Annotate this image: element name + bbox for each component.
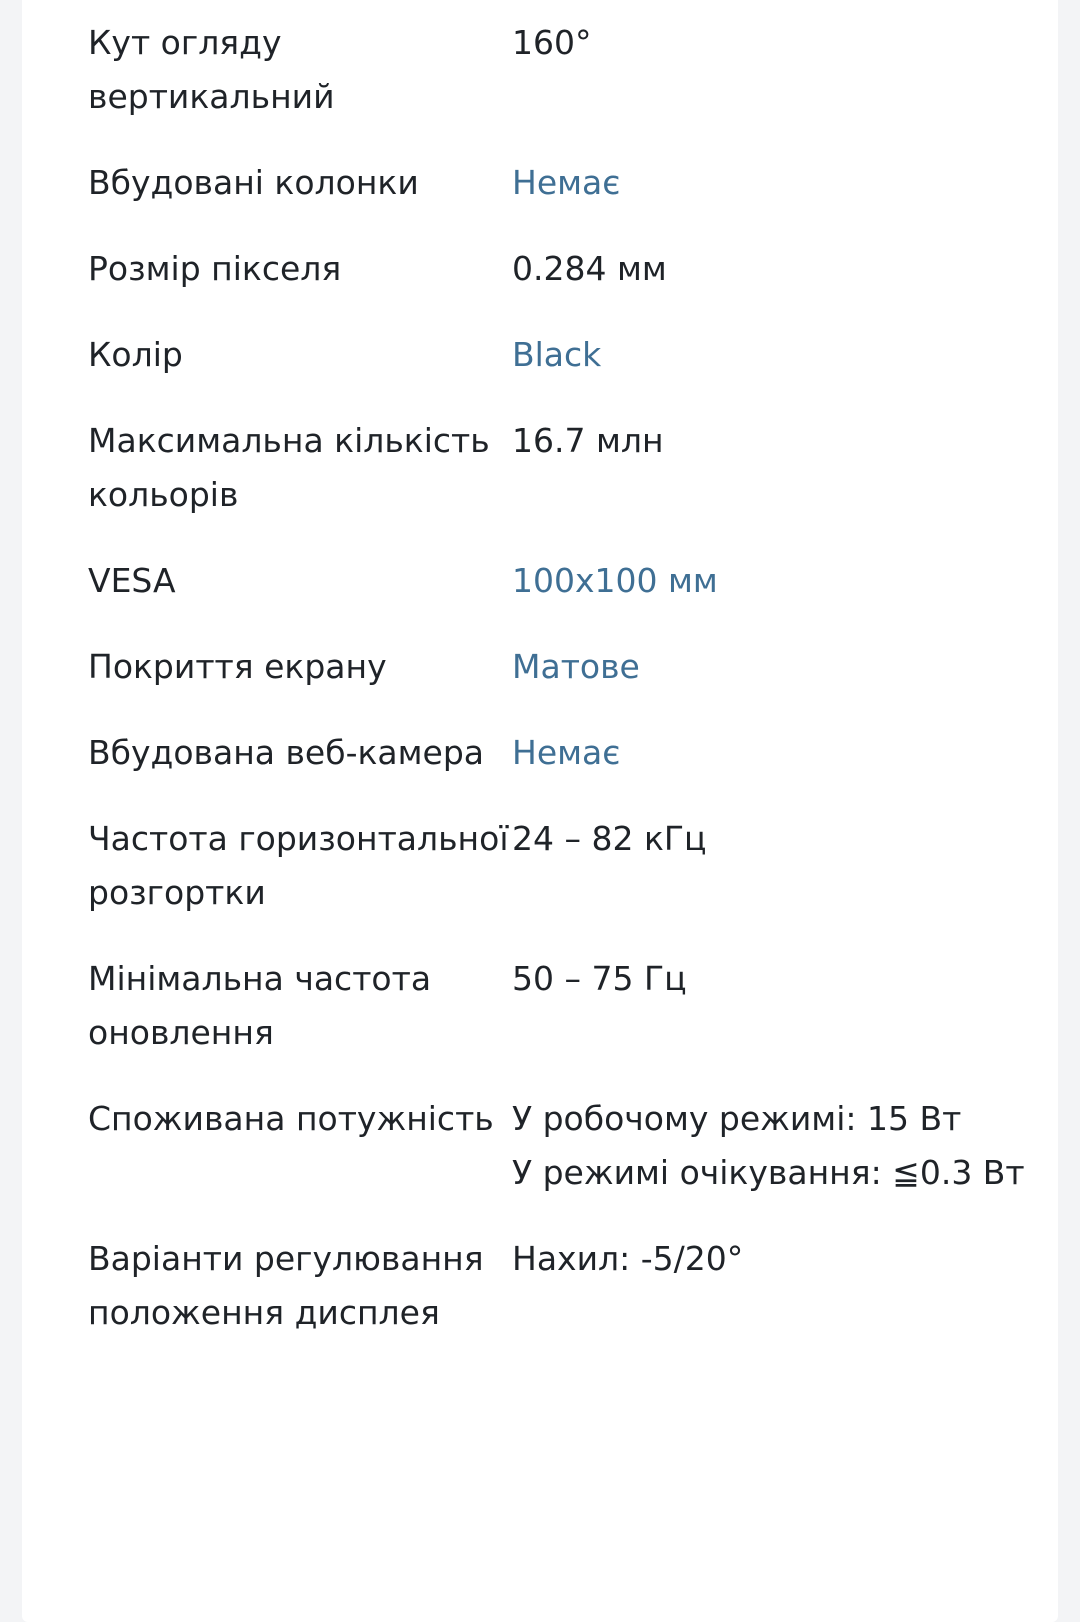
spec-value-link[interactable]: Матове bbox=[512, 647, 640, 686]
spec-row-power-consumption bbox=[88, 1092, 1048, 1200]
spec-row-display-adjustment bbox=[88, 1232, 1048, 1340]
spec-row-webcam bbox=[88, 726, 1048, 780]
spec-value-link[interactable]: Немає bbox=[512, 733, 621, 772]
spec-label: Вбудована веб-камера bbox=[88, 733, 485, 772]
spec-row-screen-coating bbox=[88, 640, 1048, 694]
spec-label: Розмір пікселя bbox=[88, 249, 342, 288]
spec-label: Частота горизонтальної розгортки bbox=[88, 819, 509, 912]
spec-label: VESA bbox=[88, 561, 176, 600]
spec-label: Максимальна кількість кольорів bbox=[88, 421, 490, 514]
spec-row-horizontal-frequency bbox=[88, 812, 1048, 920]
spec-row-vesa bbox=[88, 554, 1048, 608]
spec-value bbox=[512, 1092, 1048, 1200]
spec-value-line: У робочому режимі: 15 Вт bbox=[512, 1099, 962, 1138]
spec-value-link[interactable]: 100x100 мм bbox=[512, 561, 718, 600]
spec-value-link[interactable]: Немає bbox=[512, 163, 621, 202]
spec-value: 50 – 75 Гц bbox=[512, 959, 687, 998]
spec-row-refresh-rate bbox=[88, 952, 1048, 1060]
spec-label: Вбудовані колонки bbox=[88, 163, 419, 202]
spec-row-color bbox=[88, 328, 1048, 382]
spec-label: Колір bbox=[88, 335, 183, 374]
spec-row-max-colors bbox=[88, 414, 1048, 522]
spec-label: Споживана потужність bbox=[88, 1099, 494, 1138]
specs-card bbox=[22, 0, 1058, 1622]
spec-value: 0.284 мм bbox=[512, 249, 667, 288]
spec-label: Мінімальна частота оновлення bbox=[88, 959, 432, 1052]
spec-label: Варіанти регулювання положення дисплея bbox=[88, 1239, 484, 1332]
spec-value: 160° bbox=[512, 23, 592, 62]
specs-list bbox=[88, 16, 1048, 1372]
spec-value: Нахил: -5/20° bbox=[512, 1239, 744, 1278]
spec-value: 16.7 млн bbox=[512, 421, 664, 460]
spec-value: 24 – 82 кГц bbox=[512, 819, 707, 858]
spec-row-vertical-viewing-angle bbox=[88, 16, 1048, 124]
spec-value-link[interactable]: Black bbox=[512, 335, 602, 374]
spec-row-built-in-speakers bbox=[88, 156, 1048, 210]
spec-row-pixel-size bbox=[88, 242, 1048, 296]
spec-label: Кут огляду вертикальний bbox=[88, 23, 335, 116]
spec-value-line: У режимі очікування: ≦0.3 Вт bbox=[512, 1153, 1025, 1192]
spec-label: Покриття екрану bbox=[88, 647, 387, 686]
